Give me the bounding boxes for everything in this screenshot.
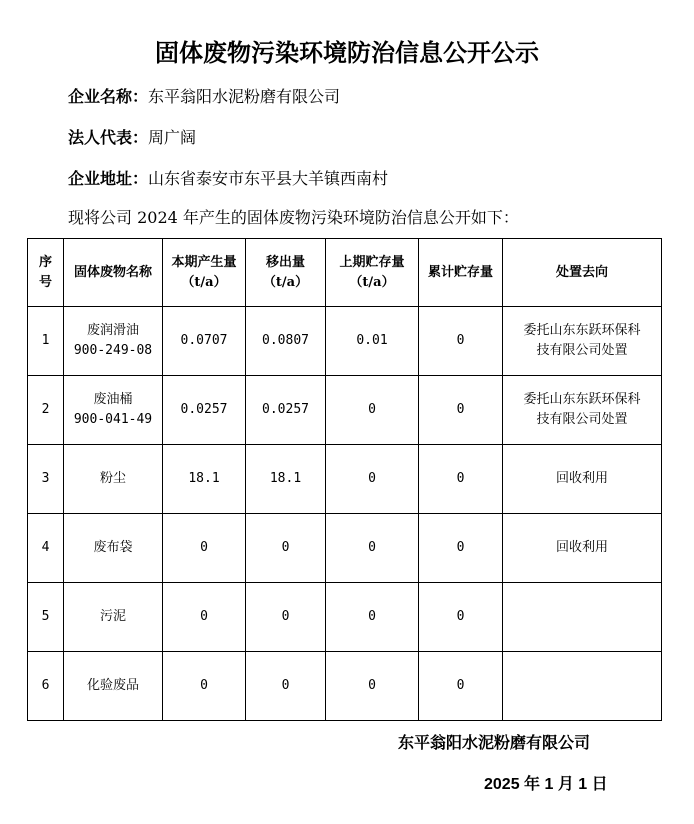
cell-disposal: 委托山东东跃环保科 技有限公司处置 xyxy=(503,376,662,445)
cell-produced: 0.0257 xyxy=(163,376,246,445)
cell-produced: 0.0707 xyxy=(163,307,246,376)
address-label: 企业地址： xyxy=(68,169,149,188)
cell-prev-stored: 0 xyxy=(326,652,419,721)
cell-waste-name: 废布袋 xyxy=(64,514,163,583)
table-row xyxy=(28,652,662,721)
cell-no: 6 xyxy=(28,652,64,721)
cell-moved: 0 xyxy=(246,652,326,721)
address-line xyxy=(68,166,388,189)
cell-moved: 0 xyxy=(246,583,326,652)
cell-waste-name: 废润滑油 900-249-08 xyxy=(64,307,163,376)
cell-no: 2 xyxy=(28,376,64,445)
cell-disposal xyxy=(503,583,662,652)
intro-text: 现将公司 2024 年产生的固体废物污染环境防治信息公开如下： xyxy=(68,208,519,227)
cell-no: 1 xyxy=(28,307,64,376)
cell-waste-name: 废油桶 900-041-49 xyxy=(64,376,163,445)
header-accum-stored: 累计贮存量 xyxy=(419,239,503,307)
cell-produced: 0 xyxy=(163,583,246,652)
cell-produced: 0 xyxy=(163,514,246,583)
header-no: 序 号 xyxy=(28,239,64,307)
cell-waste-name: 化验废品 xyxy=(64,652,163,721)
header-prev-stored: 上期贮存量 （t/a） xyxy=(326,239,419,307)
document-title: 固体废物污染环境防治信息公开公示 xyxy=(155,38,539,67)
cell-accum-stored: 0 xyxy=(419,376,503,445)
legal-rep-value: 周广阔 xyxy=(148,128,197,147)
cell-accum-stored: 0 xyxy=(419,652,503,721)
cell-moved: 0.0807 xyxy=(246,307,326,376)
cell-disposal: 回收利用 xyxy=(503,514,662,583)
cell-prev-stored: 0 xyxy=(326,376,419,445)
cell-disposal: 回收利用 xyxy=(503,445,662,514)
header-produced: 本期产生量 （t/a） xyxy=(163,239,246,307)
header-moved: 移出量 （t/a） xyxy=(246,239,326,307)
cell-accum-stored: 0 xyxy=(419,514,503,583)
cell-prev-stored: 0 xyxy=(326,583,419,652)
table-row xyxy=(28,583,662,652)
cell-prev-stored: 0 xyxy=(326,514,419,583)
cell-produced: 18.1 xyxy=(163,445,246,514)
cell-waste-name: 污泥 xyxy=(64,583,163,652)
legal-rep-line xyxy=(68,125,196,148)
table-header-row xyxy=(28,239,662,307)
company-name-label: 企业名称： xyxy=(68,87,149,106)
table-row xyxy=(28,307,662,376)
cell-prev-stored: 0.01 xyxy=(326,307,419,376)
cell-produced: 0 xyxy=(163,652,246,721)
table-row xyxy=(28,445,662,514)
table-row xyxy=(28,514,662,583)
company-name-value: 东平翁阳水泥粉磨有限公司 xyxy=(148,87,341,106)
cell-accum-stored: 0 xyxy=(419,307,503,376)
address-value: 山东省泰安市东平县大羊镇西南村 xyxy=(148,169,389,188)
company-name-line xyxy=(68,84,340,107)
cell-no: 3 xyxy=(28,445,64,514)
cell-disposal: 委托山东东跃环保科 技有限公司处置 xyxy=(503,307,662,376)
cell-moved: 0 xyxy=(246,514,326,583)
footer-company: 东平翁阳水泥粉磨有限公司 xyxy=(398,733,591,752)
header-disposal: 处置去向 xyxy=(503,239,662,307)
cell-waste-name: 粉尘 xyxy=(64,445,163,514)
cell-disposal xyxy=(503,652,662,721)
cell-moved: 18.1 xyxy=(246,445,326,514)
cell-prev-stored: 0 xyxy=(326,445,419,514)
cell-no: 4 xyxy=(28,514,64,583)
cell-accum-stored: 0 xyxy=(419,445,503,514)
table-row xyxy=(28,376,662,445)
legal-rep-label: 法人代表： xyxy=(68,128,149,147)
header-waste-name: 固体废物名称 xyxy=(64,239,163,307)
cell-moved: 0.0257 xyxy=(246,376,326,445)
cell-no: 5 xyxy=(28,583,64,652)
footer-date: 2025 年 1 月 1 日 xyxy=(484,776,608,793)
waste-table xyxy=(27,238,662,721)
cell-accum-stored: 0 xyxy=(419,583,503,652)
